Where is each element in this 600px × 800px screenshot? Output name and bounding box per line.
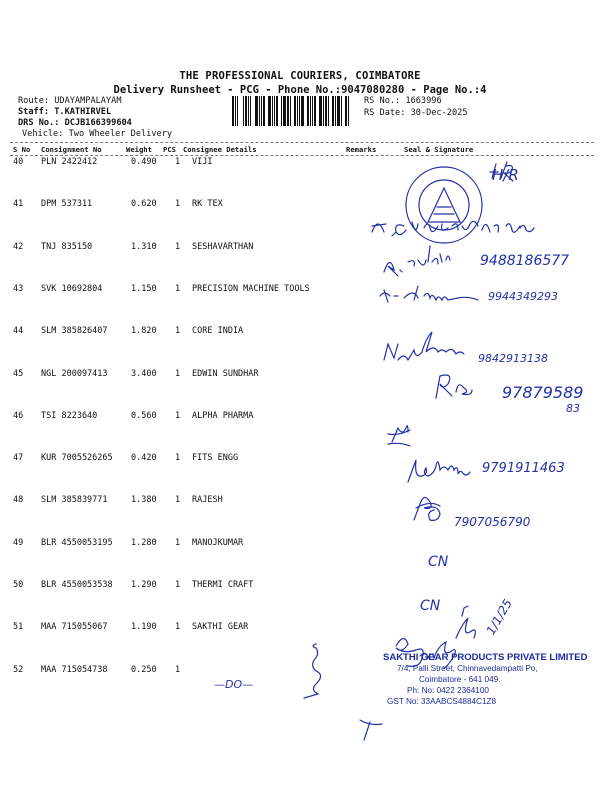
- stamp-address-1: 7/4, Palli Street, Chinnavedampatti Po,: [397, 664, 538, 673]
- row-sno: 45: [13, 368, 24, 379]
- col-consignment: Consignment No: [41, 145, 102, 154]
- row-weight: 1.310: [131, 241, 157, 252]
- runsheet-subtitle: Delivery Runsheet - PCG - Phone No.:9047080280 - Page No.:4: [113, 84, 487, 96]
- row-pcs: 1: [175, 410, 181, 421]
- hr-note: H/R: [492, 166, 519, 184]
- row-sno: 47: [13, 453, 24, 464]
- drs-value: DCJB166399604: [64, 118, 132, 128]
- company-title: THE PROFESSIONAL COURIERS, COIMBATORE: [179, 70, 421, 82]
- row-pcs: 1: [175, 453, 181, 464]
- row-sno: 51: [13, 622, 24, 633]
- row-sno: 52: [13, 664, 24, 675]
- row-sno: 50: [13, 580, 24, 590]
- row-consignment: SLM 385826407: [41, 326, 108, 337]
- row-consignment: SVK 10692804: [41, 283, 103, 294]
- row-weight: 1.290: [131, 580, 157, 590]
- row-consignment: NGL 200097413: [41, 368, 108, 379]
- stamp-phone: Ph: No: 0422 2364100: [407, 686, 489, 695]
- col-sno: S No: [13, 145, 31, 154]
- row-consignment: TNJ 835150: [41, 241, 93, 252]
- signature-42: [384, 246, 450, 276]
- company-stamp: [383, 652, 587, 707]
- row-weight: 0.420: [131, 453, 157, 464]
- signature-47-phone: 9791911463: [482, 461, 565, 476]
- ditto-mark: —DO—: [214, 678, 254, 691]
- row-weight: 1.820: [131, 326, 157, 337]
- row-consignee: RK TEX: [192, 199, 223, 210]
- col-weight: Weight: [126, 145, 152, 154]
- signature-46: [388, 426, 410, 446]
- signature-43: [380, 286, 478, 302]
- row-sno: 41: [13, 199, 24, 210]
- row-pcs: 1: [175, 283, 181, 294]
- row-consignment: MAA 715055067: [41, 622, 108, 633]
- row-consignee: MANOJKUMAR: [192, 537, 244, 548]
- row-weight: 1.150: [131, 283, 157, 294]
- row-sno: 40: [13, 157, 24, 167]
- rs-date-value: 30-Dec-2025: [410, 108, 468, 118]
- row-pcs: 1: [175, 580, 181, 590]
- row-consignee: FITS ENGG: [192, 453, 239, 464]
- signature-48: [414, 497, 440, 520]
- signature-44: [384, 332, 464, 360]
- row-sno: 49: [13, 537, 24, 548]
- row-consignment: SLM 385839771: [41, 495, 108, 506]
- row-consignment: TSI 8223640: [41, 410, 98, 421]
- row-consignee: SESHAVARTHAN: [192, 241, 254, 252]
- staff-label: Staff:: [18, 107, 50, 117]
- row-sno: 42: [13, 241, 24, 252]
- rs-no-value: 1663996: [405, 96, 442, 106]
- row-sno: 43: [13, 283, 24, 294]
- row-pcs: 1: [175, 664, 181, 675]
- row-weight: 1.380: [131, 495, 157, 506]
- row-pcs: 1: [175, 495, 181, 506]
- signature-42-phone: 9488186577: [480, 253, 570, 269]
- rs-date-label: RS Date:: [364, 108, 406, 118]
- row-consignment: MAA 715054738: [41, 664, 108, 675]
- row-sno: 46: [13, 410, 24, 421]
- vehicle-value: Two Wheeler Delivery: [68, 129, 173, 139]
- col-seal-signature: Seal & Signature: [404, 145, 474, 154]
- stamp-address-2: Coimbatore - 641 049.: [419, 675, 501, 684]
- delivery-slash-mark: [360, 720, 382, 740]
- signature-52-squiggle: [304, 644, 321, 698]
- staff-value: T.KATHIRVEL: [54, 107, 112, 117]
- row-consignee: ALPHA PHARMA: [192, 410, 254, 421]
- row-sno: 48: [13, 495, 24, 506]
- cn-note-50: CN: [420, 598, 441, 614]
- row-consignee: SAKTHI GEAR: [192, 622, 249, 633]
- signature-45-phone: 97879589: [502, 383, 584, 402]
- vehicle-label: Vehicle:: [22, 129, 64, 139]
- row-consignment: BLR 4550053195: [41, 537, 113, 548]
- row-pcs: 1: [175, 241, 181, 252]
- row-sno: 44: [13, 326, 24, 337]
- cn-note-49: CN: [428, 554, 449, 570]
- signature-45: [436, 375, 472, 398]
- row-consignee: CORE INDIA: [192, 326, 244, 337]
- drs-label: DRS No.:: [18, 118, 60, 128]
- stamp-gst: GST No: 33AABCS4884C1Z8: [387, 697, 497, 706]
- company-seal-icon: [406, 167, 482, 243]
- row-pcs: 1: [175, 368, 181, 379]
- row-consignee: EDWIN SUNDHAR: [192, 368, 259, 379]
- row-weight: 1.280: [131, 537, 157, 548]
- row-pcs: 1: [175, 537, 181, 548]
- row-consignee: RAJESH: [192, 495, 223, 506]
- signature-48-phone: 7907056790: [454, 515, 531, 529]
- col-pcs: PCS: [163, 145, 176, 154]
- signature-43-phone: 9944349293: [488, 290, 558, 303]
- stamp-company-name: SAKTHI GEAR PRODUCTS PRIVATE LIMITED: [383, 652, 588, 663]
- col-consignee: Consignee Details: [183, 145, 257, 154]
- row-pcs: 1: [175, 622, 181, 633]
- row-weight: 0.250: [131, 664, 157, 675]
- row-weight: 3.400: [131, 368, 157, 379]
- route-value: UDAYAMPALAYAM: [54, 96, 122, 106]
- row-consignment: KUR 7005526265: [41, 453, 113, 464]
- row-weight: 0.490: [131, 157, 157, 167]
- col-remarks: Remarks: [346, 145, 377, 154]
- route-label: Route:: [18, 96, 50, 106]
- row-consignee: PRECISION MACHINE TOOLS: [192, 283, 310, 294]
- signature-44-phone: 9842913138: [478, 352, 548, 365]
- row-consignee: THERMI CRAFT: [192, 580, 254, 590]
- row-weight: 0.560: [131, 410, 157, 421]
- signature-47: [408, 460, 470, 482]
- row-weight: 1.190: [131, 622, 157, 633]
- row-consignment: BLR 4550053538: [41, 580, 113, 590]
- date-note: 1/1/25: [483, 596, 516, 638]
- row-consignee: VIJI: [192, 157, 213, 167]
- row-weight: 0.620: [131, 199, 157, 210]
- rs-no-label: RS No.:: [364, 96, 401, 106]
- row-pcs: 1: [175, 157, 181, 167]
- signature-45-suffix: 83: [566, 402, 580, 415]
- row-consignment: PLN 2422412: [41, 157, 98, 167]
- row-consignment: DPM 537311: [41, 199, 93, 210]
- row-pcs: 1: [175, 199, 181, 210]
- row-pcs: 1: [175, 326, 181, 337]
